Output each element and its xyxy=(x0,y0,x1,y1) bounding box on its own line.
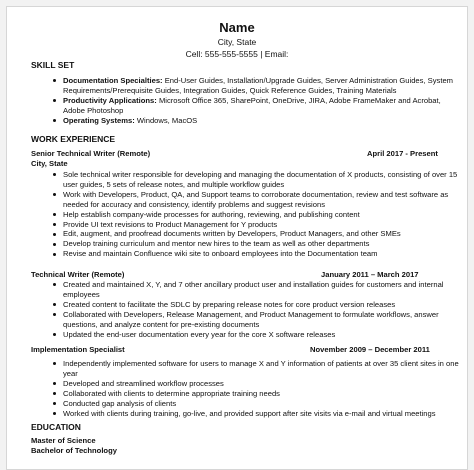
skills-heading: SKILL SET xyxy=(31,60,75,70)
job-title: Technical Writer (Remote) xyxy=(31,270,125,279)
skill-text: Windows, MacOS xyxy=(136,115,198,125)
job-bullet: Created and maintained X, Y, and 7 other ancillary product user and installation guides for customers and internal employees xyxy=(31,280,461,300)
resume-page xyxy=(6,6,468,470)
skill-label: Operating Systems: xyxy=(63,115,135,125)
skill-text: Microsoft Office 365, SharePoint, OneDrive, JIRA, Adobe FrameMaker and Acrobat, Adobe Photoshop xyxy=(63,95,441,115)
job-bullet: Worked with clients during training, go-live, and provided support after site visits via e-mail and virtual meetings xyxy=(31,409,461,419)
job-bullet: Independently implemented software for users to manage X and Y information of patients at over 35 client sites in one year xyxy=(31,359,461,379)
skill-label: Productivity Applications: xyxy=(63,95,157,105)
job-bullet: Collaborated with Developers, Release Management, and Product Management to formulate workflows, answer questions, and analyze content for pre-existing documents xyxy=(31,310,461,330)
skill-item xyxy=(31,116,461,126)
job-dates: November 2009 – December 2011 xyxy=(310,345,430,354)
job-dates: January 2011 – March 2017 xyxy=(321,270,419,279)
job-bullet: Work with Developers, Product, QA, and Support teams to corroborate documentation, review and test software as needed for accuracy and consistency, identify problems and suggest revisions xyxy=(31,190,461,210)
job-bullet: Collaborated with clients to determine appropriate training needs xyxy=(31,389,461,399)
job-bullet: Sole technical writer responsible for developing and managing the documentation of X products, consisting of over 15 user guides, 5 sets of release notes, and multiple workflow guides xyxy=(31,170,461,190)
degree: Master of Science xyxy=(31,436,96,445)
job-bullet: Developed and streamlined workflow processes xyxy=(31,379,461,389)
skill-item xyxy=(31,76,461,96)
job-bullet: Created content to facilitate the SDLC by preparing release notes for core product version releases xyxy=(31,300,461,310)
job-header xyxy=(31,345,451,355)
job-bullets xyxy=(31,280,461,339)
degree: Bachelor of Technology xyxy=(31,446,117,455)
candidate-name: Name xyxy=(219,20,255,35)
candidate-contact: Cell: 555-555-5555 | Email: xyxy=(185,49,289,59)
job-header xyxy=(31,270,451,280)
job-dates: April 2017 - Present xyxy=(367,149,438,158)
job-title: Senior Technical Writer (Remote) xyxy=(31,149,151,158)
job-bullets xyxy=(31,170,461,259)
job-location: City, State xyxy=(31,159,68,168)
job-bullet: Edit, augment, and proofread documents written by Developers, Product Managers, and other SMEs xyxy=(31,229,461,239)
job-bullet: Conducted gap analysis of clients xyxy=(31,399,461,409)
job-bullet: Help establish company-wide processes for authoring, reviewing, and publishing content xyxy=(31,210,461,220)
experience-heading: WORK EXPERIENCE xyxy=(31,134,116,144)
skills-list xyxy=(31,76,461,126)
skill-text: End-User Guides, Installation/Upgrade Guides, Server Administration Guides, System Requirements/Prerequisite Guides, Integration Guides, Quick Reference Guides, Training Materials xyxy=(63,76,453,95)
job-bullet: Revise and maintain Confluence wiki site to onboard employees into the Documentation team xyxy=(31,249,461,259)
job-title: Implementation Specialist xyxy=(31,345,125,354)
job-header xyxy=(31,149,451,169)
job-bullet: Develop training curriculum and mentor new hires to the team as well as other departments xyxy=(31,239,461,249)
skill-label: Documentation Specialties: xyxy=(63,76,163,85)
job-bullet: Updated the end-user documentation every year for the core X software releases xyxy=(31,330,461,340)
candidate-location: City, State xyxy=(217,37,257,47)
job-bullets xyxy=(31,359,461,418)
education-heading: EDUCATION xyxy=(31,422,81,432)
job-bullet: Provide UI text revisions to Product Management for Y products xyxy=(31,220,461,230)
skill-item xyxy=(31,96,461,116)
resume-header xyxy=(7,20,467,60)
